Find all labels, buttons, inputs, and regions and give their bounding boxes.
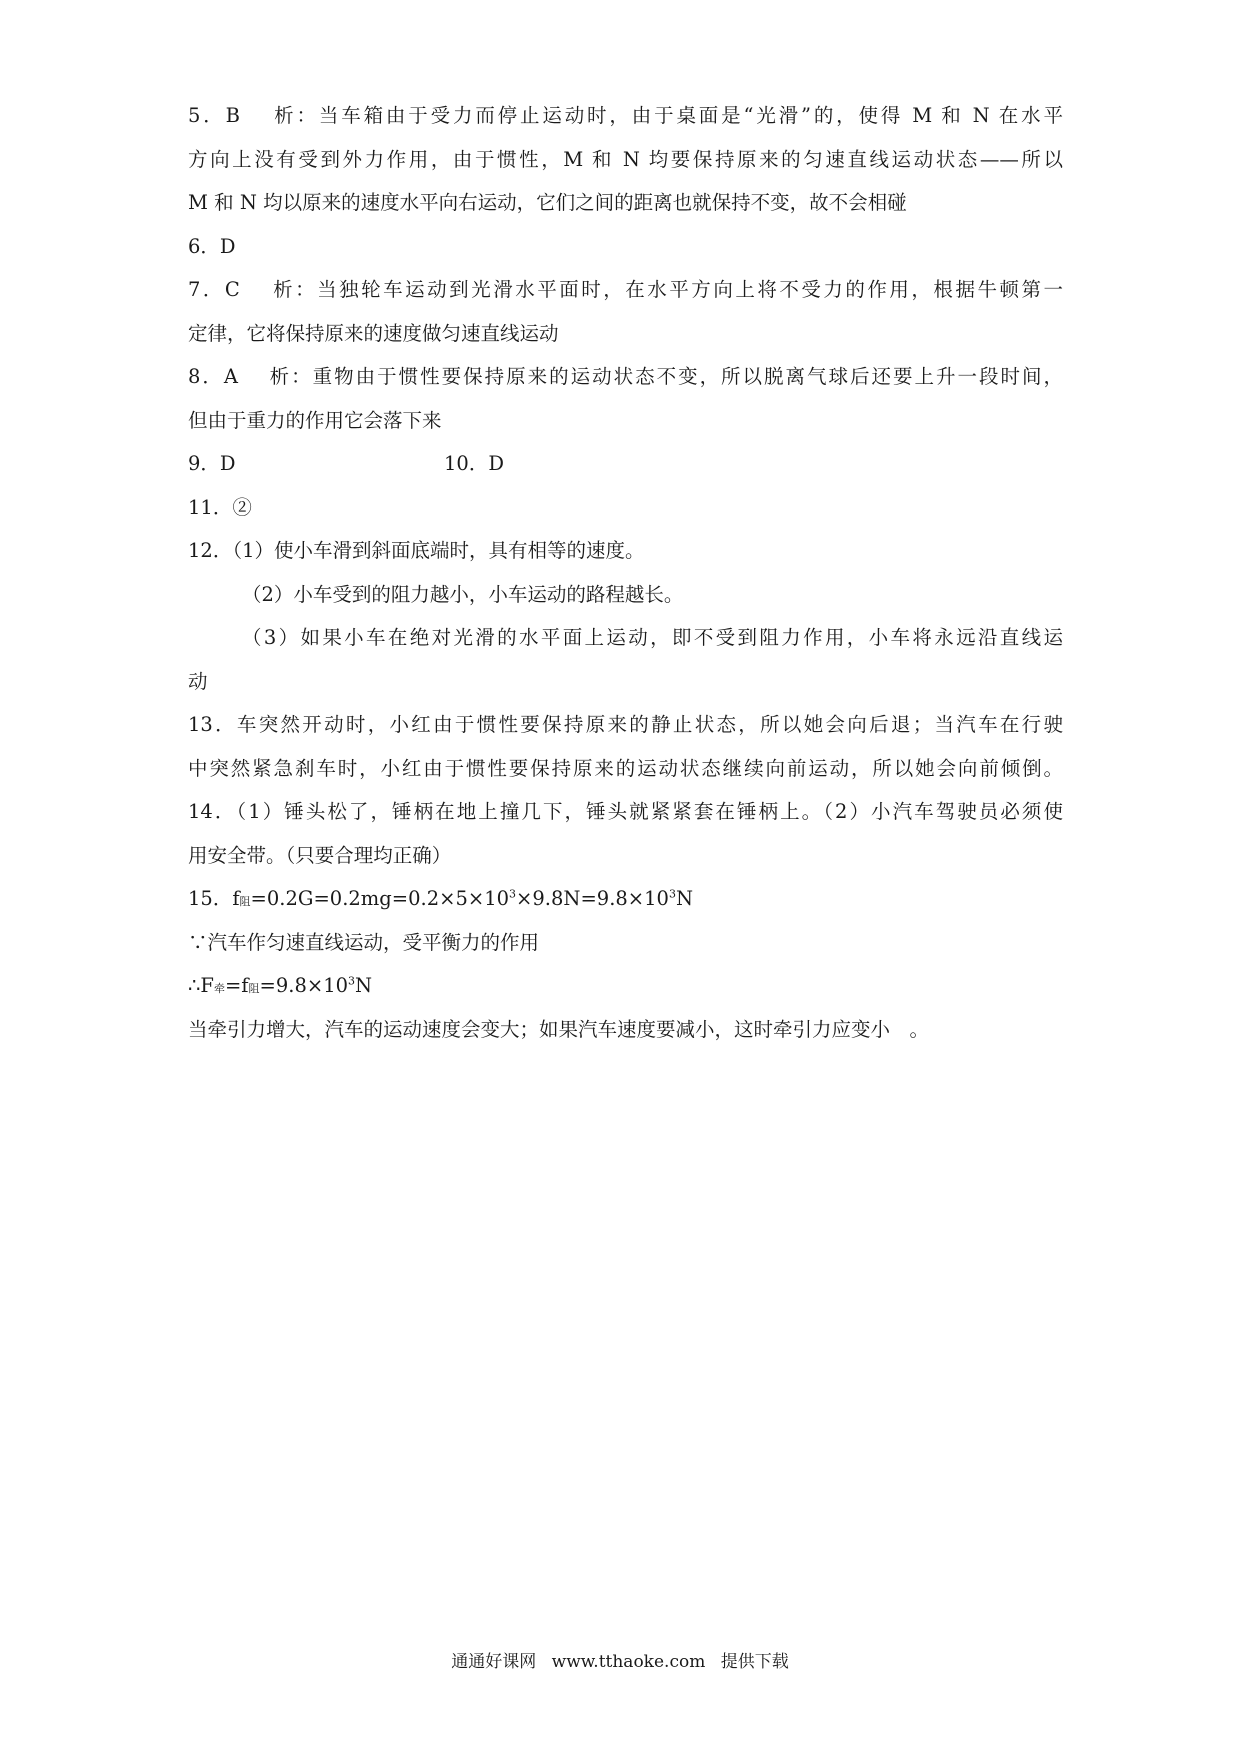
answer-12-line-1: 12．（1）使小车滑到斜面底端时，具有相等的速度。 [188,539,645,562]
therefore-prefix: ∴F [188,974,214,997]
answer-8-line-1: 8．A 析：重物由于惯性要保持原来的运动状态不变，所以脱离气球后还要上升一段时间， [188,365,1063,388]
subscript-zu: 阻 [239,895,251,908]
answer-13-line-1: 13．车突然开动时，小红由于惯性要保持原来的静止状态，所以她会向后退；当汽车在行驶 [188,713,1063,736]
exponent: 3 [509,887,517,901]
answer-7-line-1: 7．C 析：当独轮车运动到光滑水平面时，在水平方向上将不受力的作用，根据牛顿第一 [188,278,1063,301]
answer-13-line-2: 中突然紧急刹车时，小红由于惯性要保持原来的运动状态继续向前运动，所以她会向前倾倒。 [188,756,1063,780]
answer-9-10-row [188,442,1063,486]
footer-suffix: 提供下载 [720,1652,789,1672]
answer-5-line-3: M 和 N 均以原来的速度水平向右运动，它们之间的距离也就保持不变，故不会相碰 [188,191,907,214]
answer-15-conclusion: 当牵引力增大，汽车的运动速度会变大；如果汽车速度要减小，这时牵引力应变小 。 [188,1017,930,1041]
therefore-value: =9.8×10 [259,974,349,997]
answer-15-because: ∵汽车作匀速直线运动，受平衡力的作用 [188,930,540,954]
footer-site-name: 通通好课网 [451,1652,537,1672]
therefore-unit: N [355,974,373,997]
answer-14-line-2: 用安全带。（只要合理均正确） [188,843,452,867]
subscript-zu: 阻 [248,982,260,995]
answer-10: 10．D [444,452,504,475]
therefore-mid: =f [224,974,249,997]
answer-9: 9．D [188,452,236,475]
answer-14-line-1: 14．（1）锤头松了，锤柄在地上撞几下，锤头就紧紧套在锤柄上。（2）小汽车驾驶员必须使 [188,800,1063,823]
formula-expr-b: ×9.8N=9.8×10 [516,887,669,910]
page-footer [0,1647,1240,1672]
answer-12-line-3: （3）如果小车在绝对光滑的水平面上运动，即不受到阻力作用，小车将永远沿直线运 [242,626,1063,649]
answer-15-formula [188,877,1063,921]
formula-unit: N [675,887,694,910]
exponent: 3 [668,887,676,901]
answer-12-line-2: （2）小车受到的阻力越小，小车运动的路程越长。 [242,582,684,606]
answer-5-line-2: 方向上没有受到外力作用，由于惯性，M 和 N 均要保持原来的匀速直线运动状态——所以 [188,147,1063,171]
answer-8-line-2: 但由于重力的作用它会落下来 [188,408,442,432]
formula-prefix: 15．f [188,887,240,910]
footer-url: www.tthaoke.com [551,1652,706,1672]
answer-15-therefore [188,964,1063,1008]
exponent: 3 [348,974,356,988]
answer-5-line-1: 5．B 析：当车箱由于受力而停止运动时，由于桌面是“光滑”的，使得 M 和 N 在水平 [188,104,1063,127]
answer-7-line-2: 定律，它将保持原来的速度做匀速直线运动 [188,321,559,345]
formula-expr-a: =0.2G=0.2mg=0.2×5×10 [250,887,510,910]
answer-6: 6．D [188,234,236,258]
answer-12-line-4: 动 [188,669,208,693]
subscript-qian: 牵 [213,982,225,995]
answer-sheet [188,94,1063,1051]
answer-11: 11．② [188,495,252,519]
